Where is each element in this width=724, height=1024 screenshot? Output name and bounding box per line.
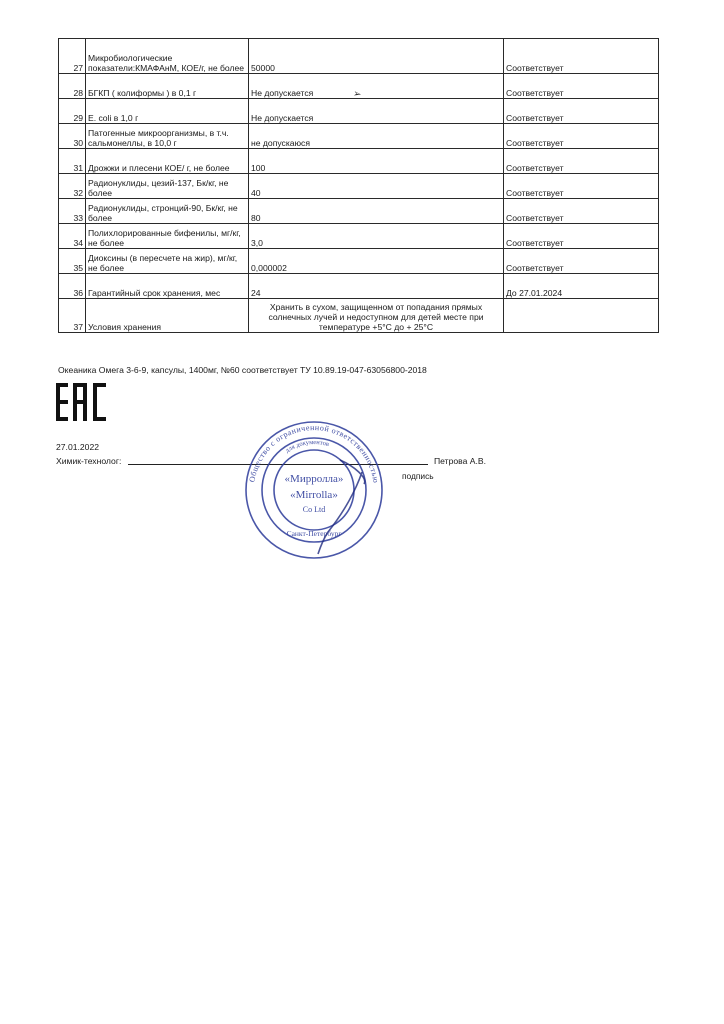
row-parameter: Микробиологические показатели:КМАФАнМ, КОЕ/г, не более (86, 39, 249, 74)
seal-inner-text: для документов (284, 438, 330, 455)
row-norm: Не допускается (249, 74, 504, 99)
row-number: 31 (59, 149, 86, 174)
signer-name: Петрова А.В. (434, 456, 487, 466)
row-parameter: Патогенные микроорганизмы, в т.ч. сальмонеллы, в 10,0 г (86, 124, 249, 149)
seal-name-en: «Mirrolla» (290, 489, 338, 501)
row-parameter: Полихлорированные бифенилы, мг/кг, не более (86, 224, 249, 249)
row-result: Соответствует (504, 74, 659, 99)
seal-outer-text: Общество с ограниченной ответственностью (247, 422, 381, 484)
seal-company: Co Ltd (302, 505, 326, 514)
row-number: 29 (59, 99, 86, 124)
document-date: 27.01.2022 (56, 442, 100, 452)
row-number: 33 (59, 199, 86, 224)
signature-caption: подпись (402, 471, 434, 481)
table-row (59, 149, 659, 174)
table-row (59, 124, 659, 149)
conclusion-text: Океаника Омега 3-6-9, капсулы, 1400мг, №60 соответствует ТУ 10.89.19-047-63056800-2018 (58, 365, 427, 375)
table-row (59, 224, 659, 249)
table-row (59, 249, 659, 274)
row-number: 27 (59, 39, 86, 74)
row-norm: 3,0 (249, 224, 504, 249)
row-parameter: Диоксины (в пересчете на жир), мг/кг, не более (86, 249, 249, 274)
row-number: 37 (59, 299, 86, 333)
row-number: 35 (59, 249, 86, 274)
row-parameter: Условия хранения (86, 299, 249, 333)
row-number: 28 (59, 74, 86, 99)
row-parameter: E. coli в 1,0 г (86, 99, 249, 124)
row-parameter: Дрожжи и плесени КОЕ/ г, не более (86, 149, 249, 174)
row-parameter: Радионуклиды, цезий-137, Бк/кг, не более (86, 174, 249, 199)
row-number: 32 (59, 174, 86, 199)
row-norm: Не допускается (249, 99, 504, 124)
seal-city: Санкт-Петербург (286, 529, 342, 538)
row-norm: 50000 (249, 39, 504, 74)
row-result: Соответствует (504, 99, 659, 124)
row-result: Соответствует (504, 249, 659, 274)
row-number: 30 (59, 124, 86, 149)
row-result (504, 299, 659, 333)
row-result: Соответствует (504, 174, 659, 199)
row-number: 36 (59, 274, 86, 299)
row-norm: не допускаюся (249, 124, 504, 149)
row-norm: 80 (249, 199, 504, 224)
table-row (59, 199, 659, 224)
row-result: Соответствует (504, 39, 659, 74)
row-parameter: Гарантийный срок хранения, мес (86, 274, 249, 299)
table-row (59, 39, 659, 74)
row-parameter: БГКП ( колиформы ) в 0,1 г (86, 74, 249, 99)
seal-name-ru: «Мирролла» (284, 473, 344, 485)
row-number: 34 (59, 224, 86, 249)
signer-role: Химик-технолог: (56, 456, 122, 466)
table-row (59, 274, 659, 299)
row-result: До 27.01.2024 (504, 274, 659, 299)
pen-mark-icon: ➢ (352, 88, 363, 101)
spec-table (58, 38, 659, 333)
row-norm: 100 (249, 149, 504, 174)
eac-mark-icon (56, 383, 108, 421)
table-row (59, 174, 659, 199)
row-norm: 40 (249, 174, 504, 199)
table-row (59, 99, 659, 124)
row-norm: 0,000002 (249, 249, 504, 274)
row-result: Соответствует (504, 149, 659, 174)
svg-text:для документов (284, 439, 330, 454)
table-row (59, 299, 659, 333)
row-result: Соответствует (504, 124, 659, 149)
row-parameter: Радионуклиды, стронций-90, Бк/кг, не более (86, 199, 249, 224)
row-norm: Хранить в сухом, защищенном от попадания прямых солнечных лучей и недоступном для детей месте при температуре +5°С до + 25°С (249, 299, 504, 333)
row-result: Соответствует (504, 199, 659, 224)
row-result: Соответствует (504, 224, 659, 249)
row-norm: 24 (249, 274, 504, 299)
company-seal (244, 420, 384, 560)
